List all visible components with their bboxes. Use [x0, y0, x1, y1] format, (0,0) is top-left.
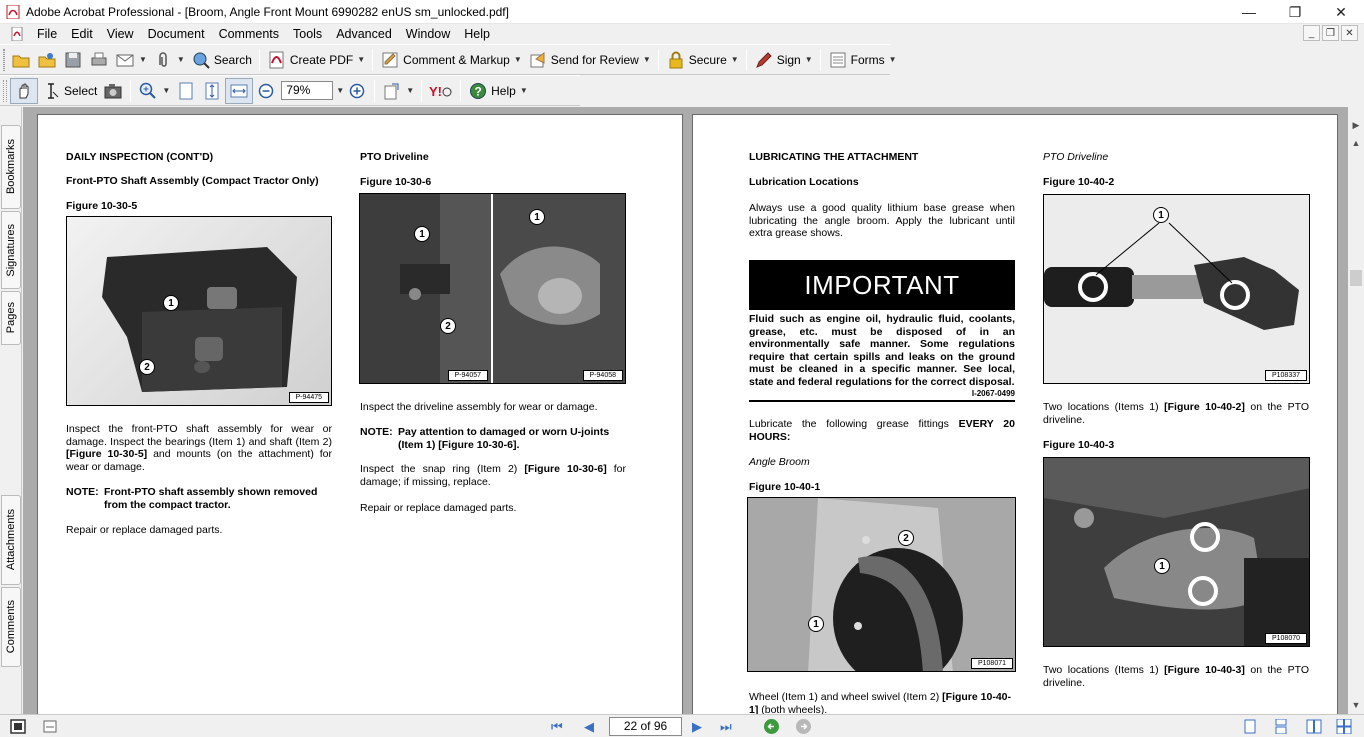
create-pdf-button[interactable]: [264, 47, 368, 73]
tab-bookmarks[interactable]: [1, 125, 21, 209]
close-button[interactable]: ✕: [1335, 3, 1347, 20]
sign-label: Sign: [776, 52, 801, 67]
pto-driveline-installed-photo: [1044, 458, 1310, 647]
next-view-icon[interactable]: [795, 718, 812, 735]
para-text: Inspect the snap ring (Item 2): [360, 463, 525, 475]
search-globe-icon: [191, 50, 211, 70]
tab-attachments[interactable]: [1, 495, 21, 585]
menu-view[interactable]: View: [106, 27, 134, 41]
zoom-in-circle-icon: [347, 81, 367, 101]
section-subheading: Lubrication Locations: [749, 176, 859, 188]
section-heading: PTO Driveline: [360, 151, 429, 163]
dropdown-arrow-icon: ▼: [176, 55, 185, 64]
menu-window[interactable]: Window: [405, 27, 451, 41]
figure-10-40-2-image: [1043, 194, 1310, 384]
zoom-in-icon: [138, 81, 158, 101]
para-text: Two locations (Items 1): [1043, 401, 1165, 413]
help-question-icon: [468, 81, 488, 101]
send-review-button[interactable]: [525, 47, 654, 73]
printer-icon: [89, 50, 109, 70]
page-heading: DAILY INSPECTION (CONT'D): [66, 151, 214, 163]
zoom-in-tool-button[interactable]: [135, 78, 173, 104]
grease-point-ring: [1188, 576, 1218, 606]
dropdown-arrow-icon: ▼: [357, 55, 366, 64]
yahoo-search-icon: [429, 81, 453, 101]
grease-point-ring: [1190, 522, 1220, 552]
figure-10-30-6-image: [359, 193, 626, 384]
fit-page-icon: [202, 81, 222, 101]
dropdown-arrow-icon: ▼: [804, 55, 813, 64]
wheel-paragraph: [749, 691, 1015, 714]
create-pdf-icon: [267, 50, 287, 70]
text-cursor-icon: [41, 81, 61, 101]
figure-title: Figure 10-30-6: [360, 176, 432, 188]
tab-signatures-label: Signatures: [5, 223, 17, 277]
tab-bookmarks-label: Bookmarks: [5, 139, 17, 195]
acrobat-app-icon: [6, 5, 20, 19]
next-page-button[interactable]: ▶: [692, 719, 702, 734]
select-tool-button[interactable]: [38, 78, 100, 104]
fit-page-button[interactable]: [199, 78, 225, 104]
figure-title: Figure 10-40-2: [1043, 176, 1115, 188]
doc-minimize-button[interactable]: _: [1303, 25, 1320, 41]
figure-code-label: P108337: [1265, 370, 1307, 381]
callout-1: 1: [1153, 207, 1169, 223]
toolbar-separator: [259, 49, 260, 71]
menu-advanced[interactable]: Advanced: [336, 27, 392, 41]
dropdown-arrow-icon: ▼: [642, 55, 651, 64]
dropdown-arrow-icon: ▼: [139, 55, 147, 64]
window-title: Adobe Acrobat Professional - [Broom, Angle Front Mount 6990282 enUS sm_unlocked.pdf]: [26, 4, 509, 19]
dropdown-arrow-icon: ▼: [513, 55, 522, 64]
single-page-layout-icon[interactable]: [1242, 719, 1258, 734]
tab-attachments-label: Attachments: [5, 509, 17, 571]
select-label: Select: [64, 83, 98, 98]
view-toolbar: [0, 75, 580, 106]
forms-button[interactable]: [825, 47, 900, 73]
figure-code-label: P-94475: [289, 392, 329, 403]
figure-title: Figure 10-40-3: [1043, 439, 1115, 451]
paperclip-icon: [153, 50, 173, 70]
zoom-level-input[interactable]: 79%: [281, 81, 333, 100]
para-text: on the PTO driveline.: [1043, 401, 1309, 426]
lock-icon: [666, 50, 686, 70]
zoom-out-circle-icon: [256, 81, 276, 101]
inspect-driveline-paragraph: Inspect the driveline assembly for wear or damage.: [360, 401, 598, 413]
figure-10-40-3-image: [1043, 457, 1310, 647]
dropdown-arrow-icon: ▼: [888, 55, 897, 64]
forms-icon: [828, 50, 848, 70]
para-text: (both wheels).: [758, 703, 828, 714]
important-code: I-2067-0499: [971, 389, 1015, 398]
page-heading: LUBRICATING THE ATTACHMENT: [749, 151, 919, 163]
last-page-button[interactable]: ⏭: [720, 719, 732, 734]
yahoo-toolbar-button[interactable]: [426, 78, 456, 104]
doc-close-button[interactable]: ✕: [1341, 25, 1358, 41]
pdf-page-right: [692, 114, 1338, 714]
first-page-button[interactable]: ⏮: [551, 719, 563, 734]
angle-broom-label: Angle Broom: [749, 456, 810, 468]
menu-file[interactable]: File: [37, 27, 58, 41]
fit-width-icon: [229, 81, 249, 101]
callout-1: 1: [163, 295, 179, 311]
previous-page-button[interactable]: ◀: [584, 719, 594, 734]
figure-reference: [Figure 10-30-6]: [524, 463, 607, 475]
figure-caption: [1043, 401, 1309, 426]
figure-caption: [1043, 664, 1309, 689]
para-text: Wheel (Item 1) and wheel swivel (Item 2): [749, 691, 943, 703]
callout-2: 2: [898, 530, 914, 546]
scroll-down-icon[interactable]: ▼: [1351, 700, 1361, 710]
snap-ring-paragraph: [360, 463, 626, 488]
toolbar-separator: [372, 49, 373, 71]
toolbar-grip[interactable]: [3, 49, 5, 71]
zoom-out-button[interactable]: [253, 78, 279, 104]
callout-1: 1: [529, 209, 545, 225]
figure-10-40-1-image: [747, 497, 1016, 672]
continuous-layout-icon[interactable]: [1273, 719, 1289, 734]
title-bar: [0, 0, 1364, 24]
important-banner: IMPORTANT: [749, 260, 1015, 310]
hand-tool-button[interactable]: [10, 78, 38, 104]
print-button[interactable]: [86, 47, 112, 73]
menu-comments[interactable]: Comments: [218, 27, 279, 41]
menu-edit[interactable]: Edit: [71, 27, 93, 41]
figure-reference: [Figure 10-40-2]: [1164, 401, 1245, 413]
search-label: Search: [213, 52, 252, 67]
continuous-facing-layout-icon[interactable]: [1336, 719, 1352, 734]
svg-text:Y!: Y!: [429, 83, 443, 99]
tab-comments-label: Comments: [5, 600, 17, 654]
para-text: Lubricate the following grease fittings: [749, 418, 959, 430]
note-label: NOTE:: [360, 426, 393, 438]
toolbar-separator: [658, 49, 659, 71]
previous-view-icon[interactable]: [763, 718, 780, 735]
help-button[interactable]: [465, 78, 531, 104]
callout-1: 1: [808, 616, 824, 632]
tab-comments[interactable]: [1, 587, 21, 667]
callout-2: 2: [440, 318, 456, 334]
actual-size-icon: [176, 81, 196, 101]
repair-paragraph: Repair or replace damaged parts.: [66, 524, 223, 536]
figure-code-label: P-94057: [448, 370, 488, 381]
attach-button[interactable]: [150, 47, 188, 73]
note-text: Pay attention to damaged or worn U-joints (Item 1) [Figure 10-30-6].: [398, 426, 610, 451]
dropdown-arrow-icon: ▼: [162, 86, 171, 95]
figure-reference: [Figure 10-40-3]: [1164, 664, 1245, 676]
lubricate-paragraph: [749, 418, 1015, 443]
options-icon[interactable]: [42, 719, 58, 734]
page-number-input[interactable]: 22 of 96: [609, 717, 682, 736]
open-button[interactable]: [8, 47, 34, 73]
open-folder-icon: [11, 50, 31, 70]
vertical-scrollbar[interactable]: [1348, 117, 1364, 714]
svg-text:?: ?: [474, 84, 482, 98]
menu-document[interactable]: Document: [147, 27, 205, 41]
para-text: Inspect the front-PTO shaft assembly for wear or damage. Inspect the bearings (Item 1) and shaft (Item 2): [66, 423, 332, 448]
comment-markup-label: Comment & Markup: [403, 52, 510, 67]
navigation-panel: [0, 107, 22, 714]
email-button[interactable]: [112, 47, 150, 73]
sign-button[interactable]: [751, 47, 816, 73]
dropdown-arrow-icon: ▼: [519, 86, 528, 95]
figure-code-label: P108071: [971, 658, 1013, 669]
facing-layout-icon[interactable]: [1306, 719, 1322, 734]
rotate-page-icon: [382, 81, 402, 101]
para-text: for damage; if missing, replace.: [360, 463, 627, 488]
toolbar-separator: [130, 80, 131, 102]
menu-help[interactable]: Help: [464, 27, 490, 41]
inspect-shaft-paragraph: [66, 423, 332, 473]
interval-text: EVERY 20 HOURS:: [749, 418, 1015, 443]
create-pdf-label: Create PDF: [289, 52, 354, 67]
scroll-up-icon[interactable]: ▲: [1351, 138, 1361, 148]
toolbar-separator: [820, 49, 821, 71]
toolbar-separator: [746, 49, 747, 71]
figure-10-30-5-image: [66, 216, 332, 406]
tab-pages[interactable]: [1, 291, 21, 345]
section-heading: PTO Driveline: [1043, 151, 1109, 163]
fit-width-button[interactable]: [225, 78, 253, 104]
zoom-in-button[interactable]: [344, 78, 370, 104]
status-bar: [0, 714, 1364, 737]
toolbar-separator: [421, 80, 422, 102]
dropdown-arrow-icon: ▼: [730, 55, 739, 64]
figure-title: Figure 10-40-1: [749, 481, 821, 493]
secure-label: Secure: [688, 52, 727, 67]
organizer-button[interactable]: [34, 47, 60, 73]
document-area[interactable]: [23, 107, 1348, 714]
figure-code-label: P-94058: [583, 370, 623, 381]
menu-tools[interactable]: Tools: [293, 27, 323, 41]
send-for-review-icon: [528, 50, 548, 70]
save-button[interactable]: [60, 47, 86, 73]
doc-restore-button[interactable]: ❐: [1322, 25, 1339, 41]
forms-label: Forms: [850, 52, 885, 67]
pto-shaft-bracket-photo: [67, 217, 332, 406]
comment-markup-button[interactable]: [377, 47, 525, 73]
scroll-up-arrow-icon[interactable]: ▶: [1352, 119, 1360, 130]
toolbar-separator: [460, 80, 461, 102]
note-label: NOTE:: [66, 486, 99, 498]
pdf-document-icon[interactable]: [10, 27, 24, 41]
figure-title: Figure 10-30-5: [66, 200, 138, 212]
figure-code-label: P108070: [1265, 633, 1307, 644]
grease-paragraph: Always use a good quality lithium base grease when lubricating the angle broom. Apply the lubricant until extra grease shows.: [749, 202, 1015, 239]
figure-reference: [Figure 10-40-1]: [749, 691, 1012, 714]
divider-rule: [749, 400, 1015, 402]
maximize-button[interactable]: ❐: [1288, 3, 1302, 20]
actual-size-button[interactable]: [173, 78, 199, 104]
split-window-handle[interactable]: [1348, 107, 1364, 117]
note-text: Front-PTO shaft assembly shown removed from the compact tractor.: [104, 486, 318, 511]
sign-pen-icon: [754, 50, 774, 70]
rotate-view-button[interactable]: [379, 78, 417, 104]
help-label: Help: [491, 83, 516, 98]
pto-driveline-photos: [360, 194, 626, 384]
zoom-dropdown-arrow-icon[interactable]: ▼: [336, 86, 345, 95]
important-text: Fluid such as engine oil, hydraulic fluid, coolants, grease, etc. must be disposed of in an environmentally safe manner. Some regulations require that certain spills and leaks on the ground must be cleaned in a specific manner. See local, state and federal regulations for the correct disposal.: [749, 313, 1015, 388]
menu-bar: [0, 24, 1364, 44]
email-icon: [115, 50, 135, 70]
send-review-label: Send for Review: [550, 52, 639, 67]
save-disk-icon: [63, 50, 83, 70]
repair-paragraph: Repair or replace damaged parts.: [360, 502, 517, 514]
callout-leader-lines: [1044, 195, 1310, 384]
callout-1: 1: [414, 226, 430, 242]
tab-pages-label: Pages: [5, 302, 17, 334]
pdf-page-left: [37, 114, 683, 714]
hand-icon: [14, 81, 34, 101]
scrollbar-thumb[interactable]: [1350, 270, 1362, 286]
figure-reference: [Figure 10-30-5]: [66, 448, 148, 460]
comment-markup-icon: [380, 50, 400, 70]
tab-signatures[interactable]: [1, 211, 21, 289]
dropdown-arrow-icon: ▼: [406, 86, 415, 95]
broom-wheel-photo: [748, 498, 1016, 672]
file-toolbar: [0, 44, 897, 75]
toolbar-separator: [374, 80, 375, 102]
toolbar-grip[interactable]: [3, 80, 7, 102]
para-text: Two locations (Items 1): [1043, 664, 1165, 676]
minimize-button[interactable]: —: [1242, 4, 1256, 20]
search-button[interactable]: [188, 47, 255, 73]
organizer-icon: [37, 50, 57, 70]
section-subheading: Front-PTO Shaft Assembly (Compact Tractor Only): [66, 175, 319, 187]
callout-2: 2: [139, 359, 155, 375]
camera-icon: [103, 81, 123, 101]
page-size-icon[interactable]: [10, 719, 26, 734]
callout-1: 1: [1154, 558, 1170, 574]
para-text: and mounts (on the attachment) for wear or damage.: [66, 448, 332, 473]
snapshot-button[interactable]: [100, 78, 126, 104]
para-text: on the PTO driveline.: [1043, 664, 1309, 689]
secure-button[interactable]: [663, 47, 742, 73]
